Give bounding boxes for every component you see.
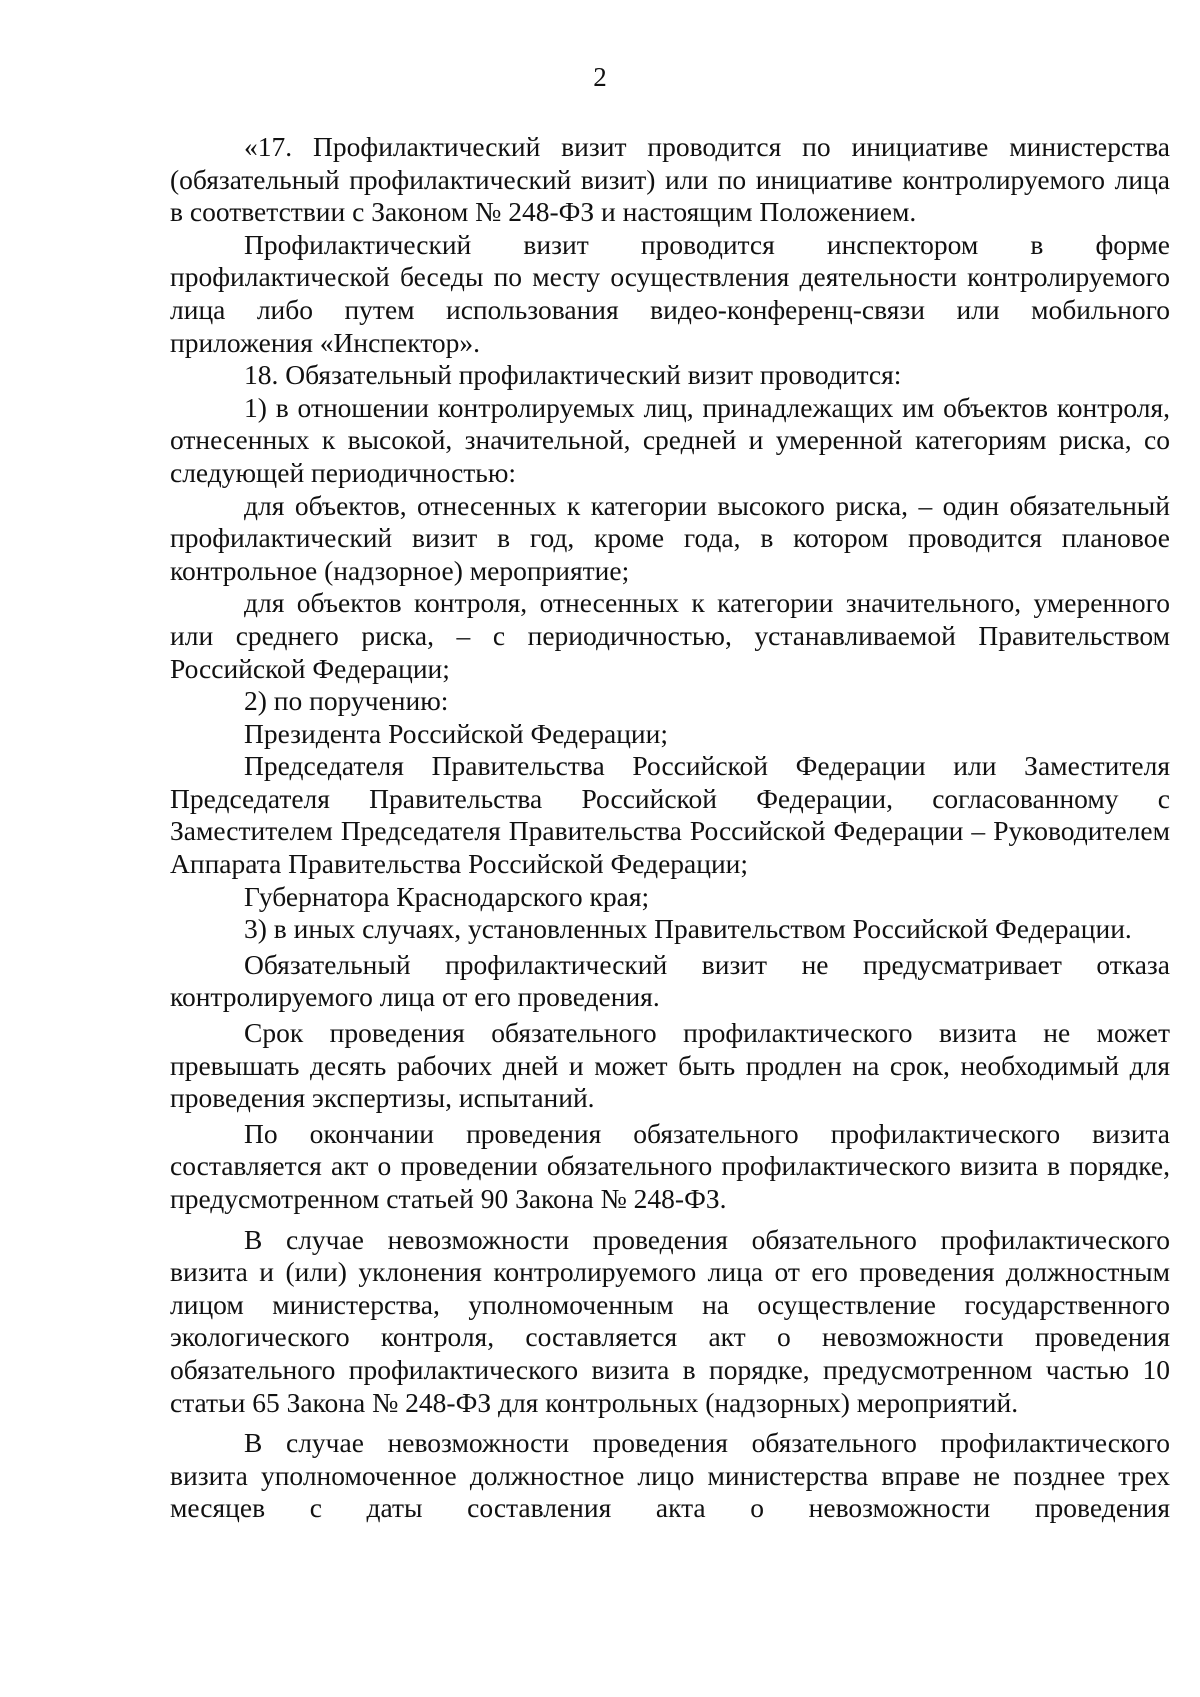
paragraph-no-refusal: Обязательный профилактический визит не предусматривает отказа контролируемого лица от его проведения. — [170, 948, 1170, 1013]
paragraph-18-item-3: 3) в иных случаях, установленных Правительством Российской Федерации. — [244, 913, 1132, 945]
paragraph-governor: Губернатора Краснодарского края; — [244, 880, 650, 912]
paragraph-17: «17. Профилактический визит проводится по инициативе министерства (обязательный профилактический визит) или по инициативе контролируемого лица в соответствии с Законом № 248-ФЗ и настоящим Положением. — [170, 131, 1170, 228]
paragraph-significant-risk: для объектов контроля, отнесенных к категории значительного, умеренного или среднего риска, – с периодичностью, устанавливаемой Правительством Российской Федерации; — [170, 587, 1170, 684]
document-body — [170, 131, 1170, 1525]
paragraph-act: По окончании проведения обязательного профилактического визита составляется акт о проведении обязательного профилактического визита в порядке, предусмотренном статьей 90 Закона № 248-ФЗ. — [170, 1117, 1170, 1214]
paragraph-18-item-1: 1) в отношении контролируемых лиц, принадлежащих им объектов контроля, отнесенных к высокой, значительной, средней и умеренной категориям риска, со следующей периодичностью: — [170, 391, 1170, 488]
paragraph-visit-form: Профилактический визит проводится инспектором в форме профилактической беседы по месту осуществления деятельности контролируемого лица либо путем использования видео-конференц-связи или мобильного приложения «Инспектор». — [170, 228, 1170, 358]
paragraph-high-risk: для объектов, отнесенных к категории высокого риска, – один обязательный профилактический визит в год, кроме года, в котором проводится плановое контрольное (надзорное) мероприятие; — [170, 489, 1170, 586]
page-number: 2 — [593, 62, 607, 92]
paragraph-president: Президента Российской Федерации; — [244, 717, 668, 749]
paragraph-18-item-2: 2) по поручению: — [244, 685, 449, 717]
paragraph-chairman: Председателя Правительства Российской Федерации или Заместителя Председателя Правительства Российской Федерации, согласованному с Заместителем Председателя Правительства Российской Федерации – Руководителем Аппарата Правительства Российской Федерации; — [170, 750, 1170, 880]
paragraph-impossibility-term: В случае невозможности проведения обязательного профилактического визита уполномоченное должностное лицо министерства вправе не позднее трех месяцев с даты составления акта о невозможности проведения — [170, 1427, 1170, 1524]
paragraph-duration: Срок проведения обязательного профилактического визита не может превышать десять рабочих дней и может быть продлен на срок, необходимый для проведения экспертизы, испытаний. — [170, 1017, 1170, 1114]
paragraph-18: 18. Обязательный профилактический визит проводится: — [244, 359, 902, 391]
paragraph-impossibility-act: В случае невозможности проведения обязательного профилактического визита и (или) уклонения контролируемого лица от его проведения должностным лицом министерства, уполномоченным на осуществление государственного экологического контроля, составляется акт о невозможности проведения обязательного профилактического визита в порядке, предусмотренном частью 10 статьи 65 Закона № 248-ФЗ для контрольных (надзорных) мероприятий. — [170, 1223, 1170, 1418]
